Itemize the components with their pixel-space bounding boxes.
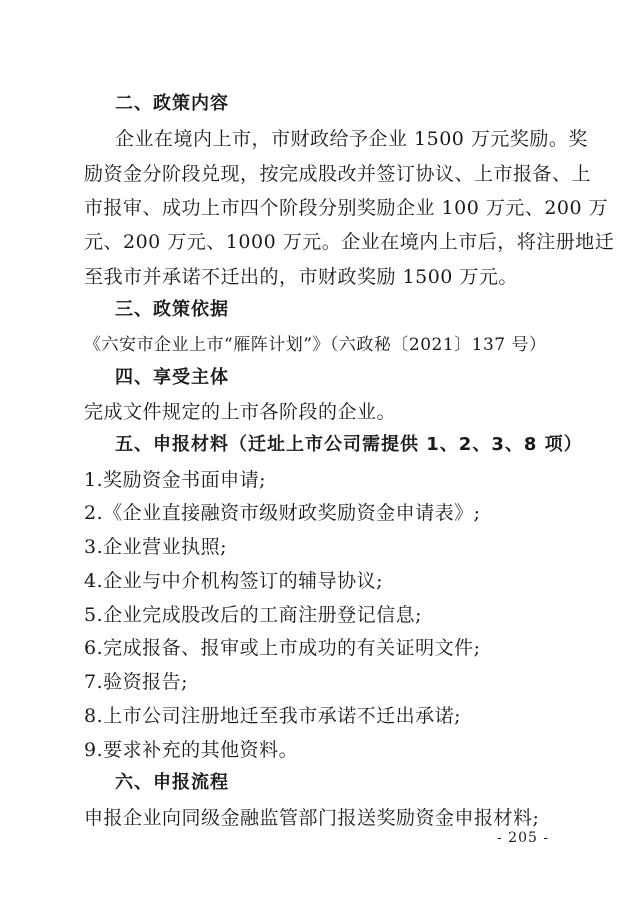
material-item-3: 3.企业营业执照; — [84, 536, 228, 558]
material-item-4: 4.企业与中介机构签订的辅导协议; — [84, 570, 384, 592]
material-item-6: 6.完成报备、报审或上市成功的有关证明文件; — [84, 637, 481, 659]
policy-content-line-1: 企业在境内上市，市财政给予企业 1500 万元奖励。奖 — [115, 128, 588, 150]
policy-content-line-2: 励资金分阶段兑现，按完成股改并签订协议、上市报备、上 — [84, 163, 592, 185]
heading-process: 六、申报流程 — [115, 772, 229, 793]
policy-content-line-3: 市报审、成功上市四个阶段分别奖励企业 100 万元、200 万 — [84, 197, 609, 219]
page-number: - 205 - — [497, 830, 550, 846]
heading-beneficiary: 四、享受主体 — [115, 367, 229, 388]
heading-policy-basis: 三、政策依据 — [115, 299, 229, 320]
material-item-5: 5.企业完成股改后的工商注册登记信息; — [84, 604, 423, 626]
policy-content-line-4: 元、200 万元、1000 万元。企业在境内上市后，将注册地迁 — [84, 231, 615, 253]
heading-policy-content: 二、政策内容 — [115, 93, 229, 114]
process-text: 申报企业向同级金融监管部门报送奖励资金申报材料; — [84, 807, 540, 829]
material-item-8: 8.上市公司注册地迁至我市承诺不迁出承诺; — [84, 705, 462, 727]
material-item-2: 2.《企业直接融资市级财政奖励资金申请表》; — [84, 502, 481, 524]
heading-materials: 五、申报材料（迁址上市公司需提供 1、2、3、8 项） — [115, 434, 583, 455]
policy-basis-text: 《六安市企业上市“雁阵计划”》（六政秘〔2021〕137 号） — [84, 335, 547, 355]
material-item-7: 7.验资报告; — [84, 671, 189, 693]
beneficiary-text: 完成文件规定的上市各阶段的企业。 — [84, 401, 397, 423]
material-item-9: 9.要求补充的其他资料。 — [84, 739, 299, 761]
policy-content-line-5: 至我市并承诺不迁出的，市财政奖励 1500 万元。 — [84, 266, 518, 288]
material-item-1: 1.奖励资金书面申请; — [84, 469, 267, 491]
